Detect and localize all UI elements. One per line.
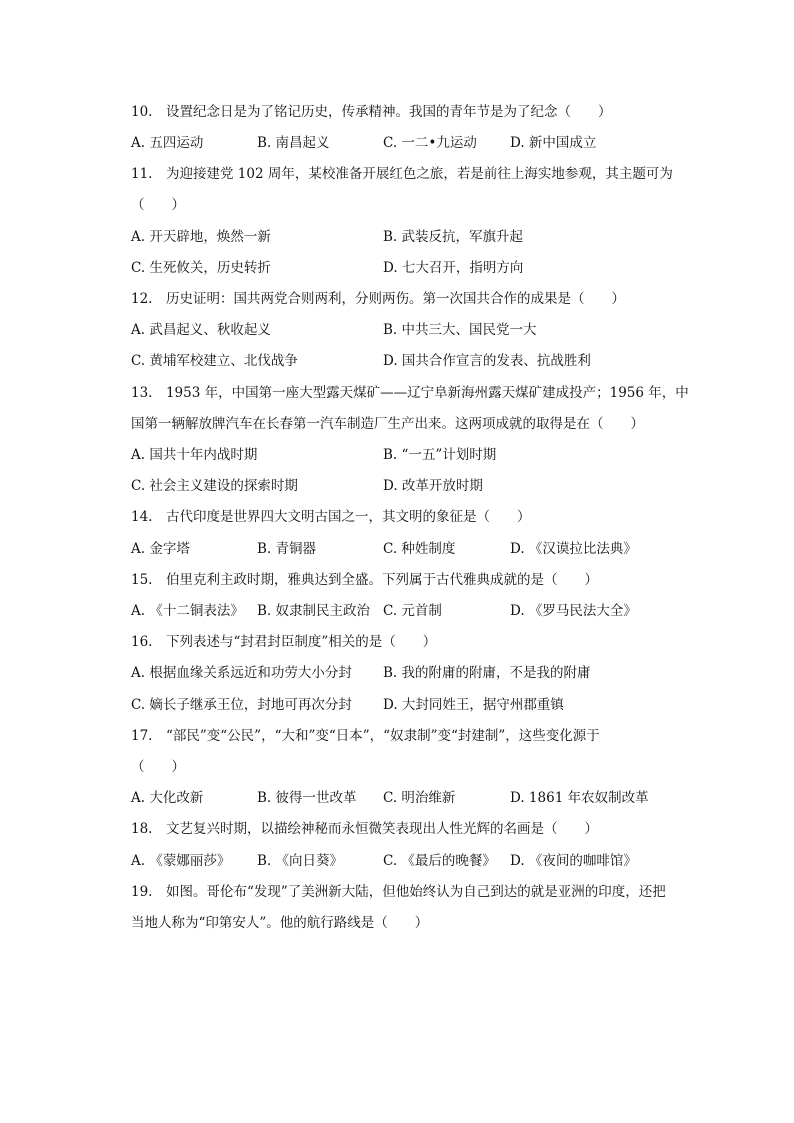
question-13-option-b: B. “一五”计划时期 — [383, 447, 497, 463]
question-11-option-a: A. 开天辟地，焕然一新 — [131, 229, 271, 245]
question-11-option-c: C. 生死攸关，历史转折 — [131, 260, 271, 276]
question-18-option-c: C. 《最后的晚餐》 — [383, 853, 496, 869]
question-13-option-a: A. 国共十年内战时期 — [131, 447, 258, 463]
question-19-stem: 19. 如图。哥伦布“发现”了美洲新大陆，但他始终认为自己到达的就是亚洲的印度，还把 — [131, 884, 666, 900]
question-17-option-d: D. 1861 年农奴制改革 — [510, 790, 649, 806]
question-13-option-c: C. 社会主义建设的探索时期 — [131, 478, 298, 494]
question-17-stem: 17. “部民”变“公民”，“大和”变“日本”，“奴隶制”变“封建制”，这些变化源于 — [131, 728, 600, 744]
question-14-option-d: D. 《汉谟拉比法典》 — [510, 541, 637, 557]
question-12-option-d: D. 国共合作宣言的发表、抗战胜利 — [383, 353, 591, 369]
question-10-option-c: C. 一二•九运动 — [383, 135, 477, 151]
question-18-option-d: D. 《夜间的咖啡馆》 — [510, 853, 637, 869]
question-15-option-c: C. 元首制 — [383, 603, 442, 619]
question-13-stem-cont: 国第一辆解放牌汽车在长春第一汽车制造厂生产出来。这两项成就的取得是在（ ） — [131, 416, 644, 432]
question-11-stem: 11. 为迎接建党 102 周年，某校准备开展红色之旅，若是前往上海实地参观，其主题可为 — [131, 166, 673, 182]
question-11-option-b: B. 武装反抗，军旗升起 — [383, 229, 524, 245]
question-14-option-a: A. 金字塔 — [131, 541, 190, 557]
question-17-stem-cont: （ ） — [131, 759, 185, 775]
question-15-stem: 15. 伯里克利主政时期，雅典达到全盛。下列属于古代雅典成就的是（ ） — [131, 572, 598, 588]
question-14-stem: 14. 古代印度是世界四大文明古国之一，其文明的象征是（ ） — [131, 509, 531, 525]
question-16-option-a: A. 根据血缘关系远近和功劳大小分封 — [131, 665, 352, 681]
question-18-stem: 18. 文艺复兴时期，以描绘神秘而永恒微笑表现出人性光辉的名画是（ ） — [131, 821, 598, 837]
question-13-stem: 13. 1953 年，中国第一座大型露天煤矿——辽宁阜新海州露天煤矿建成投产；1956 年，中 — [131, 385, 689, 401]
question-10-option-a: A. 五四运动 — [131, 135, 204, 151]
question-16-option-b: B. 我的附庸的附庸，不是我的附庸 — [383, 665, 591, 681]
question-16-option-c: C. 嫡长子继承王位，封地可再次分封 — [131, 697, 352, 713]
question-14-option-b: B. 青铜器 — [257, 541, 317, 557]
question-11-stem-cont: （ ） — [131, 197, 185, 213]
question-12-stem: 12. 历史证明：国共两党合则两利，分则两伤。第一次国共合作的成果是（ ） — [131, 291, 625, 307]
question-15-option-d: D. 《罗马民法大全》 — [510, 603, 637, 619]
question-12-option-a: A. 武昌起义、秋收起义 — [131, 322, 271, 338]
question-10-stem: 10. 设置纪念日是为了铭记历史，传承精神。我国的青年节是为了纪念（ ） — [131, 104, 612, 120]
question-11-option-d: D. 七大召开，指明方向 — [383, 260, 524, 276]
question-14-option-c: C. 种姓制度 — [383, 541, 456, 557]
question-18-option-a: A. 《蒙娜丽莎》 — [131, 853, 231, 869]
question-15-option-b: B. 奴隶制民主政治 — [257, 603, 371, 619]
question-17-option-b: B. 彼得一世改革 — [257, 790, 357, 806]
question-10-option-d: D. 新中国成立 — [510, 135, 597, 151]
question-13-option-d: D. 改革开放时期 — [383, 478, 483, 494]
question-17-option-a: A. 大化改新 — [131, 790, 204, 806]
question-12-option-b: B. 中共三大、国民党一大 — [383, 322, 537, 338]
question-12-option-c: C. 黄埔军校建立、北伐战争 — [131, 353, 298, 369]
question-18-option-b: B. 《向日葵》 — [257, 853, 344, 869]
question-10-option-b: B. 南昌起义 — [257, 135, 330, 151]
question-16-stem: 16. 下列表述与“封君封臣制度”相关的是（ ） — [131, 634, 437, 650]
question-16-option-d: D. 大封同姓王，据守州郡重镇 — [383, 697, 564, 713]
question-17-option-c: C. 明治维新 — [383, 790, 456, 806]
question-15-option-a: A. 《十二铜表法》 — [131, 603, 244, 619]
question-19-stem-cont: 当地人称为“印第安人”。他的航行路线是（ ） — [131, 915, 429, 931]
